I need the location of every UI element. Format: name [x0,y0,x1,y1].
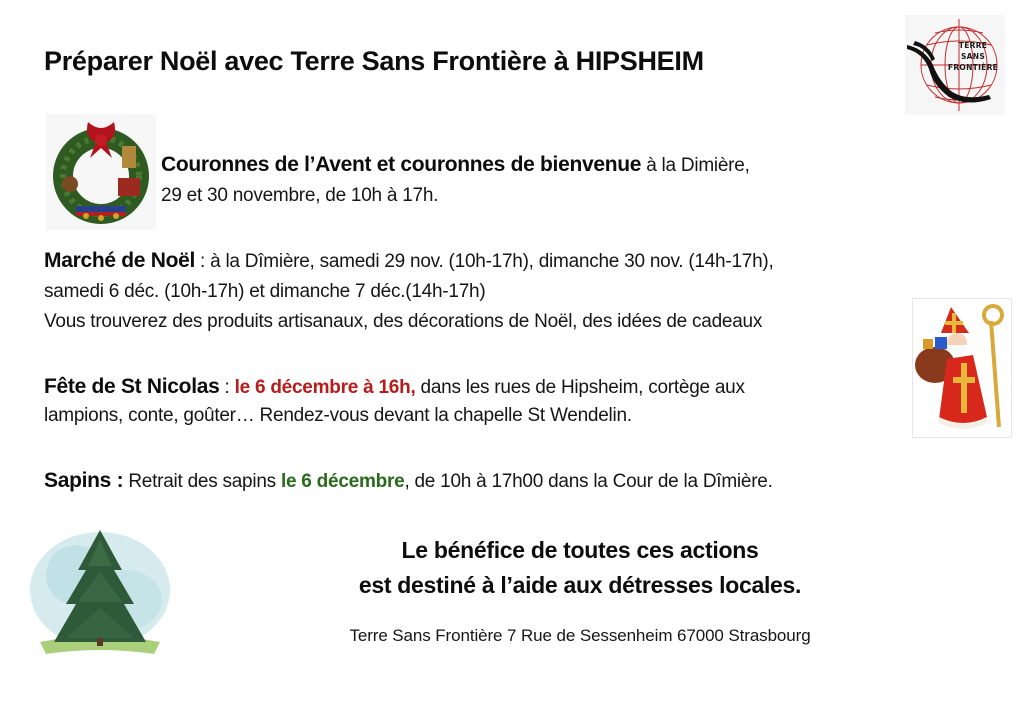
benefit-line-2: est destiné à l’aide aux détresses locales. [358,572,802,598]
fir-tree-image [26,520,174,660]
couronnes-heading: Couronnes de l’Avent et couronnes de bienvenue [161,153,642,176]
advent-wreath-icon [46,114,156,230]
nicolas-date-highlight: le 6 décembre à 16h, [234,377,416,398]
sapins-intro: Retrait des sapins [123,471,281,492]
nicolas-line-2: lampions, conte, goûter… Rendez-vous devant la chapelle St Wendelin. [44,405,632,426]
sapins-date-highlight: le 6 décembre [280,471,405,492]
fir-tree-icon [26,520,174,660]
marche-line-3: Vous trouverez des produits artisanaux, des décorations de Noël, des idées de cadeaux [44,311,763,332]
marche-line-2: samedi 6 déc. (10h-17h) et dimanche 7 déc.(14h-17h) [44,281,486,302]
saint-nicolas-image [912,298,1012,438]
nicolas-separator: : [219,377,235,398]
sapins-heading: Sapins : [44,469,124,492]
couronnes-line-2: 29 et 30 novembre, de 10h à 17h. [161,185,439,206]
organization-logo [905,15,1005,115]
saint-nicolas-icon [913,299,1011,437]
sapins-line [44,469,773,493]
marche-heading: Marché de Noël [44,249,196,272]
logo-text-frontiere: FRONTIÈRE [947,63,999,72]
logo-text-sans: SANS [960,52,986,61]
advent-wreath-image [46,114,156,230]
couronnes-location: à la Dimière, [641,155,750,176]
marche-schedule: : à la Dîmière, samedi 29 nov. (10h-17h), dimanche 30 nov. (14h-17h), [195,251,774,272]
page-title: Préparer Noël avec Terre Sans Frontière à HIPSHEIM [44,46,704,76]
logo-text-terre: TERRE [958,41,988,50]
couronnes-line-1 [161,153,750,177]
sapins-details: , de 10h à 17h00 dans la Cour de la Dîmière. [404,471,773,492]
marche-line-1 [44,249,774,273]
benefit-line-1: Le bénéfice de toutes ces actions [401,537,759,563]
organization-address: Terre Sans Frontière 7 Rue de Sessenheim 67000 Strasbourg [349,626,811,645]
nicolas-details: dans les rues de Hipsheim, cortège aux [415,377,745,398]
nicolas-heading: Fête de St Nicolas [44,375,220,398]
nicolas-line-1 [44,375,745,399]
